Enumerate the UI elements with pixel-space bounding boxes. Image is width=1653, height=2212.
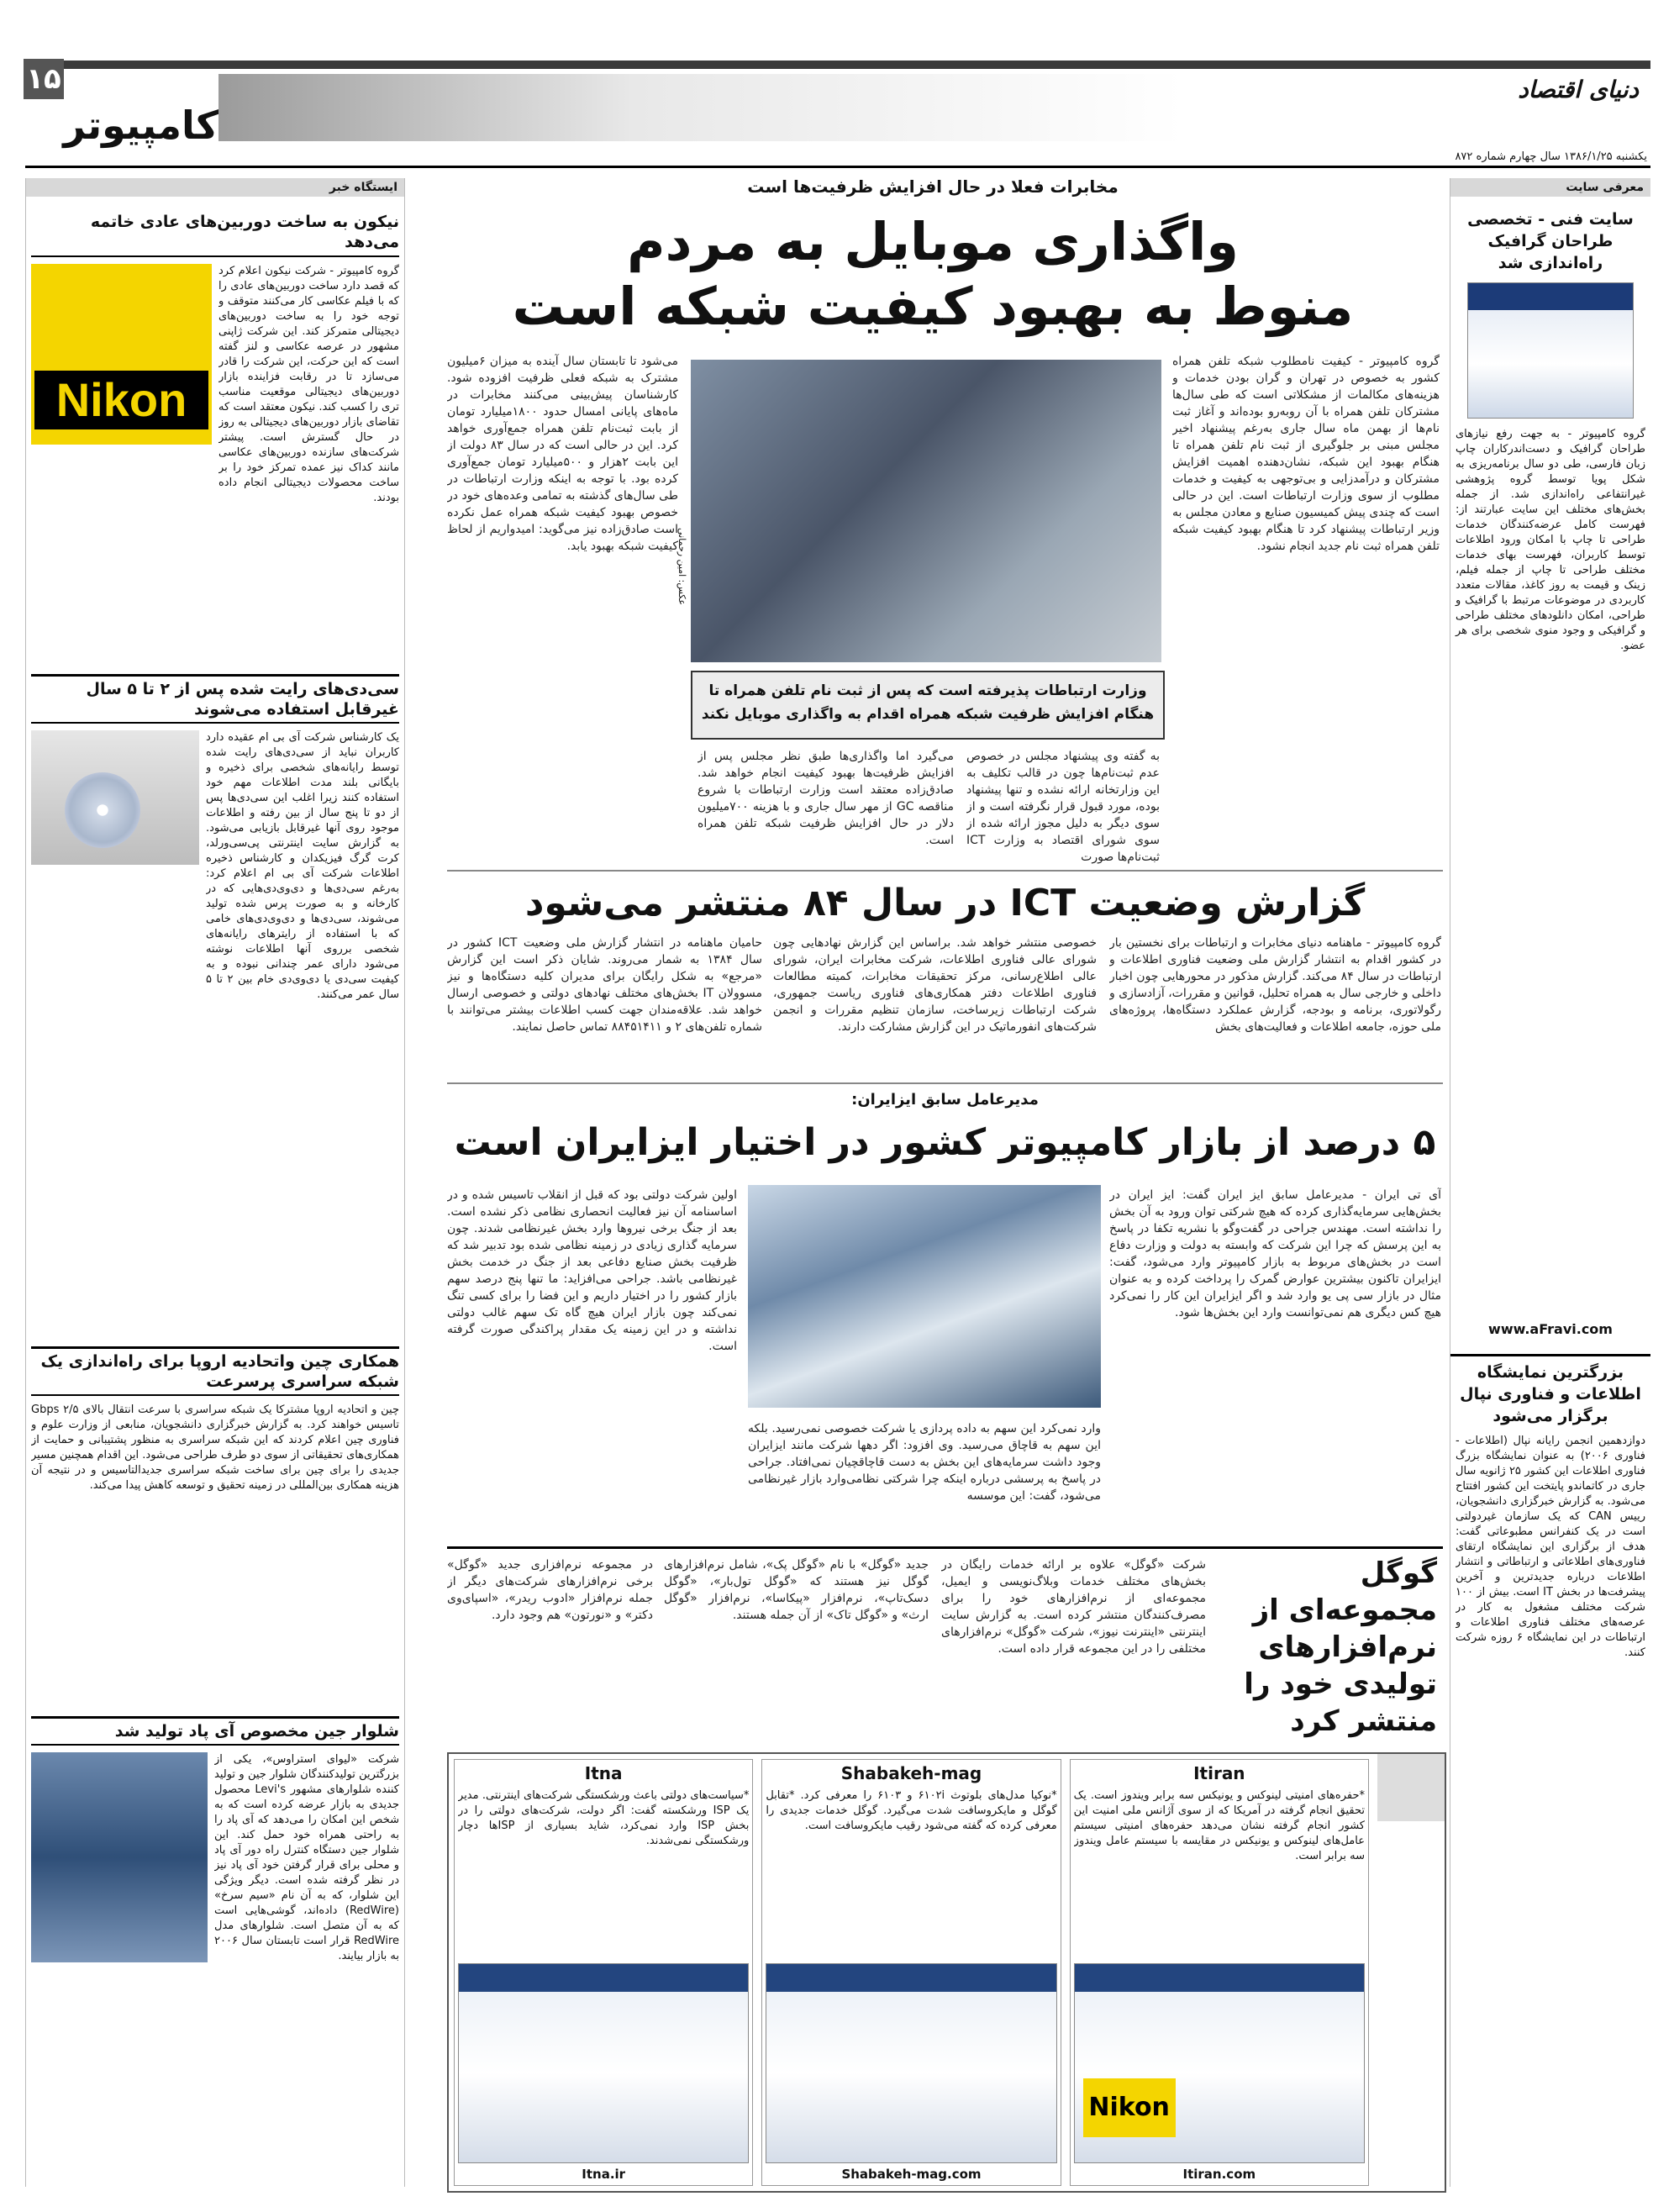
isiran-col-1: آی تی ایران - مدیرعامل سابق ایز ایران گفت: ایز ایران در بخش‌هایی سرمایه‌گذاری کرده که هیچ شرکتی توان ورود به آن بخش را نداشته است. مهندس جراحی در گفت‌وگو با نشریه تکفا در پاسخ به این پرسش که چرا این شرکت که وابسته به دولت و وزارت دفاع است در بخش‌های مربوط به بازار کامپیوتر وارد می‌شود، گفت: ایزایران تاکنون بیشترین عوارض گمرک را پرداخت کرده و به عنوان مثال در بازار سی پی یو وارد شد و اگر ایزایران این کار را نمی‌کرد هیچ کس دیگری هم نمی‌توانست وارد این بخش‌ها شود. [1109, 1188, 1441, 1319]
factory-photo [748, 1185, 1101, 1408]
site-box [454, 1759, 753, 2186]
ict-col-3: حامیان ماهنامه در انتشار گزارش ملی وضعیت ICT کشور در سال ۱۳۸۴ به شمار می‌روند. شایان ذکر است این گزارش «مرجع» به شکل رایگان برای مدیران کلیه دستگاه‌ها و نیز مسوولان IT بخش‌های مختلف نهادهای دولتی و خصوصی ارسال خواهد شد. علاقه‌مندان جهت کسب اطلاعات بیشتر می‌توانند با شماره تلفن‌های ۲ و ۸۸۴۵۱۴۱۱ تماس حاصل نمایند. [447, 936, 762, 1034]
paper-logo: دنیای اقتصاد [1518, 76, 1639, 103]
sidebar-tab: ایستگاه خبر [26, 178, 404, 197]
site-screenshot [1467, 282, 1634, 419]
gear-icon [1377, 1754, 1445, 1821]
divider [447, 870, 1443, 872]
isiran-col-2: اولین شرکت دولتی بود که قبل از انقلاب تاسیس شده و در اساسنامه آن نیز فعالیت انحصاری نظامی ذکر نشده است. بعد از جنگ برخی نیروها وارد بخش غیرنظامی شدند. چون سرمایه گذاری زیادی در زمینه نظامی شده بود تدبیر شد که ظرفیت بخش صنایع دفاعی بعد از جنگ در خدمت بخش غیرنظامی باشد. جراحی می‌افزاید: ما تنها پنج درصد سهم بازار کشور را در اختیار داریم و این فضا را برای کسی تنگ نمی‌کند چون بازار ایران هیچ گاه تک سهم غالب دولتی نداشته و در این زمینه یک مقدار پراکندگی صورت گرفته است. [447, 1188, 737, 1353]
jeans-photo [31, 1752, 208, 1962]
ict-headline: گزارش وضعیت ICT در سال ۸۴ منتشر می‌شود [524, 882, 1366, 924]
expo-title: بزرگترین نمایشگاه اطلاعات و فناوری نپال برگزار می‌شود [1460, 1363, 1641, 1425]
news-item-nikon [26, 212, 404, 541]
main-col-3: به گفته وی پیشنهاد مجلس در خصوص عدم ثبت‌نام‌ها چون در قالب تکلیف به این وزارتخانه ارائه نشده و تنها پیشنهاد بوده، مورد قبول قرار نگرفته است و از سوی دیگر به دلیل مجوز ارائه شده از سوی شورای اقتصاد به وزارت ICT ثبت‌نام‌ها صورت [966, 750, 1160, 864]
news-title: همکاری چین واتحادیه اروپا برای راه‌اندازی یک شبکه سراسری پرسرعت [31, 1346, 399, 1396]
main-headline-2: منوط به بهبود کیفیت شبکه است [512, 276, 1354, 337]
left-sidebar [25, 178, 405, 2187]
site-box-title: Itna [584, 1763, 623, 1783]
nikon-logo: Nikon [31, 264, 212, 445]
header-top-rule [62, 61, 1650, 69]
main-col-1: گروه کامپیوتر - کیفیت نامطلوب شبکه تلفن همراه کشور به خصوص در تهران و گران بودن خدمات و هزینه‌های مکالمات از مشکلاتی است که طی سال‌ها مشترکان تلفن همراه با آن روبه‌رو بوده‌اند و آغاز ثبت نام‌ها از بهمن ماه سال جاری به‌رغم پیشنهاد اخیر مجلس مبنی بر جلوگیری از ثبت نام تلفن همراه تا هنگام بهبود این شبکه، نشان‌دهنده اهمیت افزایش مشترکان و درآمدزایی و بی‌توجهی به کیفیت و خدمات مطلوب از سوی وزارت ارتباطات است. این در حالی است که چندی پیش کمیسیون صنایع و معادن مجلس به وزیر ارتباطات پیشنهاد کرد تا هنگام بهبود کیفیت شبکه تلفن همراه ثبت نام جدید انجام نشود. [1172, 355, 1440, 553]
news-body: گروه کامپیوتر - شرکت نیکون اعلام کرد که قصد دارد ساخت دوربین‌های عادی را که با فیلم عکاسی کار می‌کنند متوقف و توجه خود را به ساخت دوربین‌های دیجیتالی متمرکز کند. این شرکت ژاپنی مشهور در عرصه عکاسی و لنز گفته است که این حرکت، این شرکت را قادر می‌سازد تا در رقابت فزاینده بازار دوربین‌های دیجیتالی موقعیت مناسب تری را کسب کند. نیکون معتقد است که تقاضای بازار دوربین‌های دیجیتالی به روز در حال گسترش است. پیشتر شرکت‌های سازنده دوربین‌های عکاسی مانند کداک نیز عمده تمرکز خود را بر ساخت محصولات دیجیتالی انجام داده بودند. [218, 265, 399, 504]
news-item-jeans [26, 1716, 404, 2198]
cd-writer-photo [31, 730, 199, 865]
main-col-4: می‌گیرد اما واگذاری‌ها طبق نظر مجلس پس از افزایش ظرفیت‌ها بهبود کیفیت انجام خواهد شد. صادق‌زاده معتقد است وزارت ارتباطات با شروع مناقصه GC از مهر سال جاری و با هزینه ۷۰۰میلیون دلار در حال افزایش ظرفیت شبکه تلفن همراه است. [698, 750, 954, 847]
site-box-body: *نوکیا مدل‌های بلوتوث ۶۱۰۲i و ۶۱۰۳ را معرفی کرد. *تقابل گوگل و مایکروسافت شدت می‌گیرد. گوگل خدمات جدیدی را معرفی کرده که گفته می‌شود رقیب مایکروسافت است. [766, 1789, 1057, 1832]
section-title: کامپیوتر [63, 103, 218, 148]
isiran-kicker: مدیرعامل سابق ایزایران: [851, 1091, 1039, 1109]
main-col-2: می‌شود تا تابستان سال آینده به میزان ۶میلیون مشترک به شبکه فعلی ظرفیت افزوده شود. کارشناسان پیش‌بینی می‌کنند مخابرات در ماه‌های پایانی امسال حدود ۱۸۰۰میلیارد تومان از بابت ثبت‌نام تلفن همراه جمع‌آوری خواهد کرد. این در حالی است که در سال ۸۳ دولت از این بابت ۲هزار و ۵۰۰میلیارد تومان جمع‌آوری کرده بود. با توجه به اینکه وزارت ارتباطات در طی سال‌های گذشته به تمامی وعده‌های خود در خصوص بهبود کیفیت شبکه همراه عمل نکرده است صادق‌زاده نیز می‌گوید: امیدواریم از لحاظ کیفیت شبکه بهبود یابد. [447, 355, 678, 553]
site-body: گروه کامپیوتر - به جهت رفع نیازهای طراحان گرافیک و دست‌اندرکاران چاپ زبان فارسی، طی دو سال برنامه‌ریزی به شکل پویا توسط گروه پژوهشی غیرانتفاعی راه‌اندازی شد. از جمله بخش‌های مختلف این سایت عبارتند از: فهرست کامل عرضه‌کنندگان خدمات طراحی تا چاپ با امکان ورود اطلاعات توسط کاربران، فهرست بهای خدمات مختلف طراحی تا چاپ از جمله فیلم، زینک و قیمت به روز کاغذ، مقالات متعدد کاربردی در موضوعات مرتبط با گرافیک و طراحی، امکان دانلودهای مختلف طراحی و گرافیکی و وجود منوی شخصی برای هر عضو. [1456, 428, 1645, 652]
site-box-url[interactable]: Itna.ir [582, 2167, 626, 2182]
news-title: سی‌دی‌های رایت شده پس از ۲ تا ۵ سال غیرقابل استفاده می‌شوند [31, 674, 399, 724]
news-item-china [26, 1346, 404, 1722]
dateline: یکشنبه ۱۳۸۶/۱/۲۵ سال چهارم شماره ۸۷۲ [1455, 150, 1647, 163]
main-photo [691, 360, 1161, 662]
site-box-screenshot [766, 1963, 1056, 2163]
site-box [761, 1759, 1061, 2186]
divider [447, 1082, 1443, 1084]
site-box-screenshot [1074, 1963, 1365, 2163]
site-box-body: *سیاست‌های دولتی باعث ورشکستگی شرکت‌های اینترنتی. مدیر یک ISP ورشکسته گفت: اگر دولت، شرکت‌های دولتی را در بخش ISP وارد نمی‌کرد، شاید بسیاری از ISPها دچار ورشکستگی نمی‌شدند. [458, 1789, 750, 1847]
news-body: یک کارشناس شرکت آی بی ام عقیده دارد کاربران نباید از سی‌دی‌های رایت شده توسط رایانه‌های شخصی برای ذخیره و بایگانی بلند مدت اطلاعات مهم خود استفاده کنند زیرا اغلب این سی‌دی‌ها پس از دو تا پنج سال از بین رفته و اطلاعات موجود روی آنها غیرقابل بازیابی می‌شود. به گزارش سایت اینترنتی پی‌سی‌ورلد، کرت گرگ فیزیکدان و کارشناس ذخیره اطلاعات شرکت آی بی ام اعلام کرد: به‌رغم سی‌دی‌ها و دی‌وی‌دی‌هایی که در کارخانه و به صورت پرس شده تولید می‌شوند، سی‌دی‌ها و دی‌وی‌دی‌های خامی که با استفاده از رایترهای رایانه‌های شخصی برروی آنها اطلاعات نوشته می‌شود دارای عمر چندانی نبوده و به کیفیت سی‌دی یا دی‌وی‌دی خام بین ۲ تا ۵ سال عمر می‌کنند. [206, 731, 399, 1001]
divider [447, 1546, 1443, 1549]
nikon-ad-logo: Nikon [1083, 2078, 1176, 2137]
header-band [218, 74, 1597, 141]
google-col-3: در مجموعه نرم‌افزاری جدید «گوگل» برخی نرم‌افزارهای شرکت‌های دیگر از جمله نرم‌افزار «ادوب ریدر»، «اسپای‌وی دکتر» و «نورتون» هم وجود دارد. [447, 1558, 653, 1622]
google-headline: گوگل مجموعه‌ای از نرم‌افزارهای تولیدی خود را منتشر کرد [1244, 1556, 1437, 1738]
site-url[interactable]: www.aFravi.com [1488, 1321, 1613, 1337]
header-rule [25, 166, 1650, 168]
right-sidebar [1450, 178, 1650, 2187]
expo-body: دوازدهمین انجمن رایانه نپال (اطلاعات - فناوری ۲۰۰۶) به عنوان نمایشگاه بزرگ فناوری اطلاعات این کشور ۲۵ ژانویه سال جاری در کاتماندو پایتخت این کشور افتتاح می‌شود. به گزارش خبرگزاری دانشجویان، رییس CAN که یک سازمان غیردولتی است در یک کنفرانس مطبوعاتی گفت: هدف از برگزاری این نمایشگاه ارتقای فناوری‌های اطلاعاتی و ارتباطاتی و انتشار اطلاعات درباره جدیدترین و آخرین پیشرفت‌ها در بخش IT است. بیش از ۱۰۰ شرکت مختلف مشغول به کار در عرصه‌های مختلف فناوری اطلاعات و ارتباطات در این نمایشگاه ۶ روزه شرکت کنند. [1456, 1435, 1645, 1659]
site-box-title: Itiran [1193, 1763, 1245, 1783]
site-box-body: *حفره‌های امنیتی لینوکس و یونیکس سه برابر ویندوز است. یک تحقیق انجام گرفته در آمریکا که از سوی آژانس ملی امنیت این کشور انجام گرفته نشان می‌دهد حفره‌های امنیتی سیستم عامل‌های لینوکس و یونیکس در مقایسه با سیستم عامل ویندوز سه برابر است. [1073, 1789, 1365, 1862]
news-title: شلوار جین مخصوص آی پاد تولید شد [31, 1716, 399, 1746]
google-col-1: شرکت «گوگل» علاوه بر ارائه خدمات رایگان در بخش‌های مختلف خدمات وبلاگ‌نویسی و ایمیل، مجموعه‌ای از نرم‌افزارهای خود را برای مصرف‌کنندگان منتشر کرده است. به گزارش سایت اینترنتی «اینترنت نیوز»، شرکت «گوگل» نرم‌افزارهای مختلفی را در این مجموعه قرار داده است. [941, 1558, 1206, 1656]
site-title: سایت فنی - تخصصی طراحان گرافیک راه‌اندازی شد [1467, 210, 1634, 272]
site-box-screenshot [458, 1963, 749, 2163]
sidebar-tab: معرفی سایت [1450, 178, 1650, 197]
news-body: چین و اتحادیه اروپا مشترکا یک شبکه سراسری با سرعت انتقال بالای ۲/۵ Gbps تاسیس خواهند کرد. به گزارش خبرگزاری دانشجویان، منابعی از وزارت علوم و فناوری چین اعلام کردند که این شبکه سراسری به منظور پشتیبانی و حمایت از همکاری‌های تحقیقاتی از سوی دو طرف طراحی می‌شود. این اقدام همچنین مسیر جدیدی را برای چین برای ساخت شبکه سراسری جدیدالتاسیس و در نتیجه آن هزینه همکاری بین‌المللی در زمینه تحقیق و توسعه کاهش پیدا می‌کند. [31, 1404, 399, 1492]
photo-credit: عکس: امین رحمانی [676, 527, 687, 605]
isiran-col-3: وارد نمی‌کرد این سهم به داده پردازی یا شرکت خصوصی نمی‌رسید. بلکه این سهم به قاچاق می‌رسید. وی افزود: اگر دهها شرکت مانند ایزایران وجود داشت سرمایه‌های این بخش به دست قاچاقچیان نمی‌افتاد. جراحی در پاسخ به پرسشی درباره اینکه چرا شرکتی نظامی‌وارد بازار غیرنظامی می‌شود، گفت: این موسسه [748, 1422, 1101, 1503]
site-boxes [447, 1752, 1446, 2193]
site-box-title: Shabakeh-mag [840, 1763, 982, 1783]
news-body: شرکت «لیوای استراوس»، یکی از بزرگترین تولیدکنندگان شلوار جین و تولید کننده شلوارهای مشهور Levi's محصول جدیدی به بازار عرضه کرده است که به شخص این امکان را می‌دهد که آی پاد را به راحتی همراه خود حمل کند. این شلوار جین دستگاه کنترل راه دور آی پاد و محلی برای قرار گرفتن خود آی پاد نیز در نظر گرفته شده است. دیگر ویژگی این شلوار، که به آن نام «سیم سرخ» (RedWire) داده‌اند، گوشی‌هایی است که به آن متصل است. شلوارهای مدل RedWire قرار است تابستان سال ۲۰۰۶ به بازار بیایند. [214, 1753, 399, 1962]
google-col-2: جدید «گوگل» با نام «گوگل پک»، شامل نرم‌افزارهای گوگل نیز هستند که «گوگل تول‌بار»، «گوگل دسک‌تاپ»، نرم‌افزار «پیکاسا»، نرم‌افزار «گوگل ارث» و «گوگل تاک» از آن جمله هستند. [664, 1558, 929, 1622]
site-box-url[interactable]: Shabakeh-mag.com [841, 2167, 982, 2182]
page-number: ۱۵ [24, 59, 64, 99]
isiran-headline: ۵ درصد از بازار کامپیوتر کشور در اختیار ایزایران است [454, 1121, 1436, 1164]
site-box-url[interactable]: Itiran.com [1182, 2167, 1256, 2182]
news-title: نیکون به ساخت دوربین‌های عادی خاتمه می‌دهد [31, 212, 399, 257]
main-kicker: مخابرات فعلا در حال افزایش ظرفیت‌ها است [747, 176, 1119, 197]
ict-col-1: گروه کامپیوتر - ماهنامه دنیای مخابرات و ارتباطات برای نخستین بار در کشور اقدام به انتشار گزارش ملی وضعیت فناوری اطلاعات و ارتباطات در سال ۸۴ می‌کند. گزارش مذکور در محورهایی چون اخبار داخلی و خارجی سال به همراه تحلیل، قوانین و مقررات، آزادسازی و رگولاتوری، برنامه و بودجه، گزارش عملکرد دستگاه‌ها، پروژه‌های ملی حوزه، جامعه اطلاعات و فعالیت‌های بخش [1109, 936, 1441, 1034]
main-callout: وزارت ارتباطات پذیرفته است که پس از ثبت نام تلفن همراه تا هنگام افزایش ظرفیت شبکه همراه اقدام به واگذاری موبایل نکند [691, 671, 1165, 740]
site-box [1070, 1759, 1369, 2186]
ict-col-2: خصوصی منتشر خواهد شد. براساس این گزارش نهادهایی چون شورای عالی فناوری اطلاعات، شرکت مخابرات ایران، شورای عالی اطلاع‌رسانی، مرکز تحقیقات مخابرات، کمیته مطالعات فناوری اطلاعات دفتر همکاری‌های فناوری ریاست جمهوری، شرکت ارتباطات زیرساخت، سازمان تنظیم مقررات و انجمن شرکت‌های انفورماتیک در این گزارش مشارکت دارند. [773, 936, 1097, 1034]
news-item-cd [26, 674, 404, 1277]
main-headline-1: واگذاری موبایل به مردم [627, 211, 1239, 272]
